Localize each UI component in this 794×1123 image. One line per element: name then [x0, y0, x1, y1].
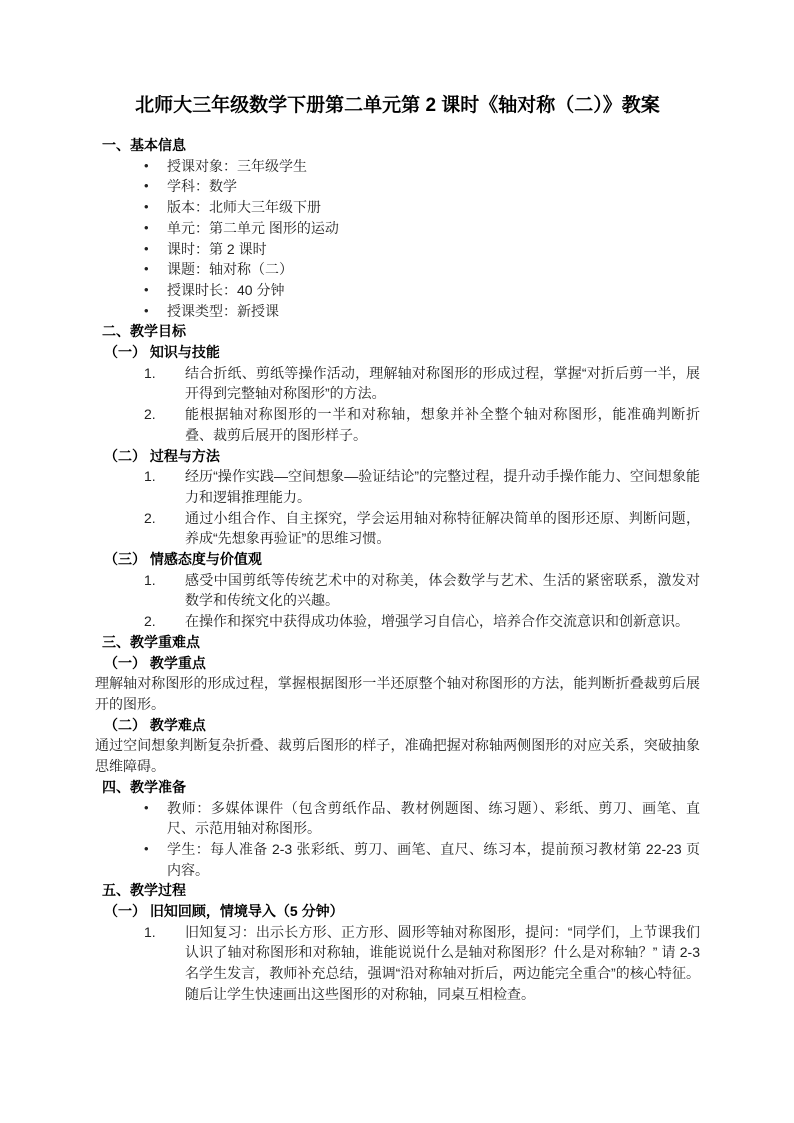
paragraph: 通过空间想象判断复杂折叠、裁剪后图形的样子，准确把握对称轴两侧图形的对应关系，突破抽象思维障碍。 [95, 737, 700, 775]
numbered-item [95, 363, 700, 404]
item-text: 版本：北师大三年级下册 [167, 199, 321, 216]
item-text: 课题：轴对称（二） [167, 261, 293, 278]
bullet-icon: • [144, 199, 149, 215]
bullet-icon: • [144, 178, 149, 194]
section-1-heading: 一、基本信息 [102, 137, 186, 153]
list-item [95, 156, 700, 177]
sub-heading-review-intro: （一） 旧知回顾，情境导入（5 分钟） [104, 903, 344, 920]
item-text: 在操作和探究中获得成功体验，增强学习自信心，培养合作交流意识和创新意识。 [185, 613, 689, 630]
list-item [95, 280, 700, 301]
item-text: 能根据轴对称图形的一半和对称轴，想象并补全整个轴对称图形，能准确判断折叠、裁剪后展开的图形样子。 [185, 406, 700, 443]
item-text: 单元：第二单元 图形的运动 [167, 219, 339, 236]
item-number: 2. [144, 509, 156, 526]
sub-heading-teaching-difficulty: （二） 教学难点 [104, 716, 206, 733]
list-item [95, 301, 700, 322]
item-text: 教师：多媒体课件（包含剪纸作品、教材例题图、练习题）、彩纸、剪刀、画笔、直尺、示范用轴对称图形。 [167, 799, 700, 837]
numbered-item [95, 466, 700, 507]
item-text: 旧知复习：出示长方形、正方形、圆形等轴对称图形，提问：“同学们，上节课我们认识了轴对称图形和对称轴，谁能说说什么是轴对称图形？什么是对称轴？” 请 2-3 名学生发言，教师补充总结，强调“沿对称轴对折后，两边能完全重合”的核心特征。随后让学生快速画出这些图形的对称轴，同桌互相检查。 [185, 923, 700, 1002]
list-item [95, 197, 700, 218]
item-text: 学科：数学 [167, 178, 237, 195]
list-item [95, 176, 700, 197]
bullet-icon: • [144, 219, 149, 235]
list-item [95, 239, 700, 260]
numbered-item [95, 508, 700, 549]
item-text: 经历“操作实践—空间想象—验证结论”的完整过程，提升动手操作能力、空间想象能力和逻辑推理能力。 [185, 468, 700, 505]
numbered-item [95, 922, 700, 1005]
section-3-heading: 三、教学重难点 [102, 633, 200, 650]
bullet-icon: • [144, 281, 149, 297]
item-number: 1. [144, 923, 156, 940]
doc-title: 北师大三年级数学下册第二单元第 2 课时《轴对称（二）》教案 [135, 95, 660, 116]
item-text: 通过小组合作、自主探究，学会运用轴对称特征解决简单的图形还原、判断问题，养成“先想象再验证”的思维习惯。 [185, 509, 700, 547]
paragraph: 理解轴对称图形的形成过程，掌握根据图形一半还原整个轴对称图形的方法，能判断折叠裁剪后展开的图形。 [95, 675, 700, 712]
item-text: 感受中国剪纸等传统艺术中的对称美，体会数学与艺术、生活的紧密联系，激发对数学和传统文化的兴趣。 [185, 571, 700, 609]
sub-heading-process-method: （二） 过程与方法 [104, 447, 220, 464]
section-4-heading: 四、教学准备 [102, 778, 186, 795]
bullet-icon: • [144, 302, 149, 318]
item-number: 2. [144, 406, 156, 423]
list-item [95, 839, 700, 880]
bullet-icon: • [144, 261, 149, 277]
item-number: 2. [144, 613, 156, 630]
section-2-heading: 二、教学目标 [102, 323, 186, 340]
sub-heading-knowledge-skills: （一） 知识与技能 [104, 344, 220, 361]
bullet-icon: • [144, 157, 149, 173]
section-5-heading: 五、教学过程 [102, 882, 186, 899]
list-item [95, 798, 700, 839]
list-item [95, 218, 700, 239]
bullet-icon: • [144, 840, 149, 856]
bullet-icon: • [144, 799, 149, 815]
list-item [95, 259, 700, 280]
numbered-item [95, 611, 700, 632]
item-text: 课时：第 2 课时 [167, 240, 267, 257]
sub-heading-emotion-values: （三） 情感态度与价值观 [104, 551, 262, 568]
item-number: 1. [144, 571, 156, 588]
item-text: 结合折纸、剪纸等操作活动，理解轴对称图形的形成过程，掌握“对折后剪一半，展开得到完整轴对称图形”的方法。 [185, 364, 700, 402]
numbered-item [95, 570, 700, 611]
numbered-item [95, 404, 700, 445]
item-text: 学生：每人准备 2-3 张彩纸、剪刀、画笔、直尺、练习本，提前预习教材第 22-23 页内容。 [167, 840, 700, 878]
item-text: 授课对象：三年级学生 [167, 157, 307, 174]
item-text: 授课时长：40 分钟 [167, 281, 285, 298]
item-number: 1. [144, 364, 156, 381]
item-text: 授课类型：新授课 [167, 302, 279, 319]
item-number: 1. [144, 468, 156, 485]
sub-heading-teaching-focus: （一） 教学重点 [104, 654, 206, 671]
bullet-icon: • [144, 240, 149, 256]
